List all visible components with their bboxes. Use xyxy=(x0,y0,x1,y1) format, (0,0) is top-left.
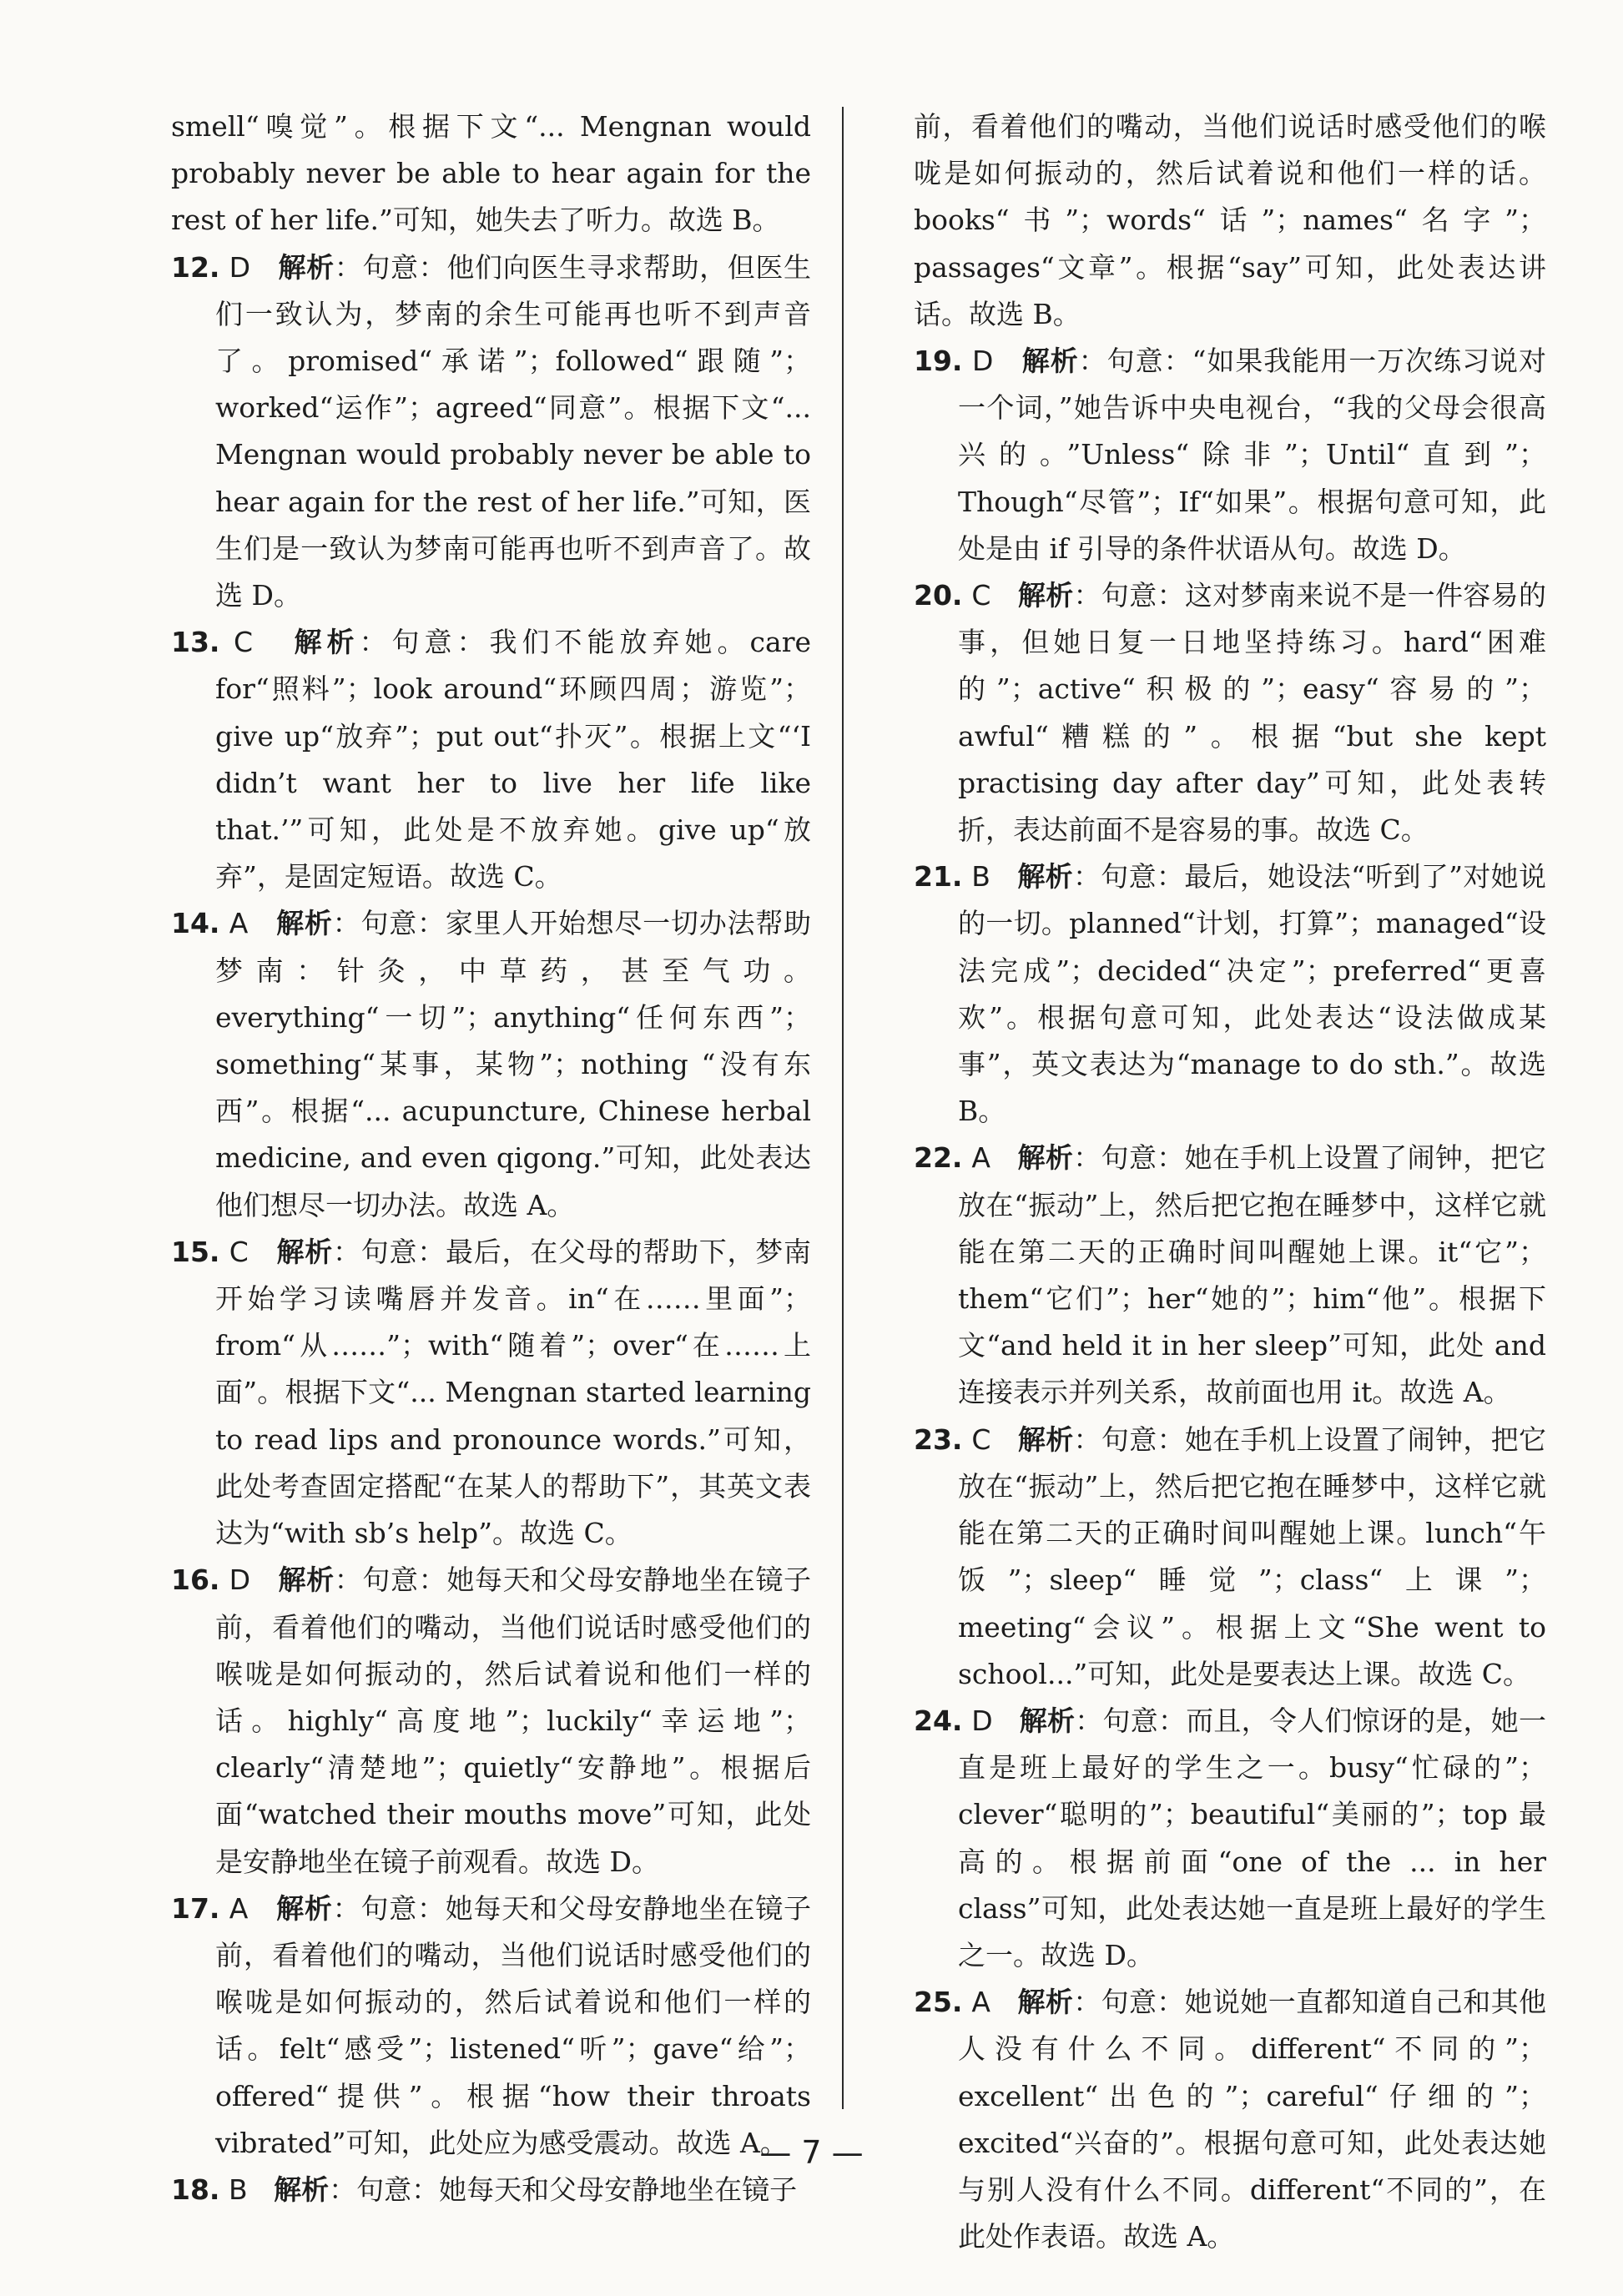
analysis-text: 句意：我们不能放弃她。care for“照料”；look around“环顾四周；游览”；give up“放弃”；put out“扑灭”。根据上文“‘I didn’t want her to live her life like that.’”可知，此处是不放弃她。give up“放弃”，是固定短语。故选 C。 xyxy=(215,626,812,894)
answer-item: 25. A 解析：句意：她说她一直都知道自己和其他人没有什么不同。different“不同的”；excellent“出色的”；careful“仔细的”；excited“兴奋的”。根据句意可知，此处表达她与别人没有什么不同。different“不同的”，在此处作表语。故选 A。 xyxy=(914,1986,1547,2253)
question-number: 19. xyxy=(914,345,963,378)
question-number: 21. xyxy=(914,860,963,894)
continued-text: smell“嗅觉”。根据下文“... Mengnan would probably never be able to hear again for the rest of her life.”可知，她失去了听力。故选 B。 xyxy=(171,110,811,237)
question-number: 20. xyxy=(914,579,963,612)
answer-letter: A xyxy=(971,1986,990,2019)
analysis-text: 句意：她每天和父母安静地坐在镜子前，看着他们的嘴动，当他们说话时感受他们的喉咙是如何振动的，然后试着说和他们一样的话。felt“感受”；listened“听”；gave“给”；offered“提供”。根据“how their throats vibrated”可知，此处应为感受震动。故选 A。 xyxy=(215,1891,812,2159)
analysis-label: 解析 xyxy=(276,907,333,940)
question-number: 13. xyxy=(171,626,220,659)
answer-item: 13. C 解析：句意：我们不能放弃她。care for“照料”；look around“环顾四周；游览”；give up“放弃”；put out“扑灭”。根据上文“‘I didn’t want her to live her life like that.’”可知，此处是不放弃她。give up“放弃”，是固定短语。故选 C。 xyxy=(171,626,812,894)
answer-letter: A xyxy=(971,1141,990,1175)
analysis-text: 句意：她每天和父母安静地坐在镜子 xyxy=(356,2173,798,2206)
answer-letter: D xyxy=(229,250,251,284)
right-items xyxy=(914,338,1546,2260)
question-number: 16. xyxy=(171,1563,220,1597)
question-number: 18. xyxy=(171,2173,220,2206)
answer-letter: C xyxy=(233,626,254,659)
analysis-text: 句意：他们向医生寻求帮助，但医生们一致认为，梦南的余生可能再也听不到声音了。promised“承诺”；followed“跟随”；worked“运作”；agreed“同意”。根据下文“... Mengnan would probably never be able to hear again for the rest of her life.”可知，医生们是一致认为梦南可能再也听不到声音了。故选 D。 xyxy=(215,250,812,612)
column-divider xyxy=(842,107,844,2109)
answer-letter: A xyxy=(229,907,249,940)
answer-letter: B xyxy=(228,2173,248,2206)
analysis-label: 解析 xyxy=(1017,579,1074,612)
answer-letter: D xyxy=(971,345,994,378)
question-number: 15. xyxy=(171,1235,220,1268)
analysis-text: 句意：她说她一直都知道自己和其他人没有什么不同。different“不同的”；excellent“出色的”；careful“仔细的”；excited“兴奋的”。根据句意可知，此处表达她与别人没有什么不同。different“不同的”，在此处作表语。故选 A。 xyxy=(958,1986,1547,2253)
analysis-text: 句意：家里人开始想尽一切办法帮助梦南：针灸，中草药，甚至气功。everything“一切”；anything“任何东西”；something“某事，某物”；nothing “没有东西”。根据“... acupuncture, Chinese herbal medicine, and even qigong.”可知，此处表达他们想尽一切办法。故选 A。 xyxy=(215,907,812,1221)
analysis-label: 解析 xyxy=(278,1563,335,1597)
answer-letter: D xyxy=(229,1563,251,1597)
answer-item: 14. A 解析：句意：家里人开始想尽一切办法帮助梦南：针灸，中草药，甚至气功。everything“一切”；anything“任何东西”；something“某事，某物”；nothing “没有东西”。根据“... acupuncture, Chinese herbal medicine, and even qigong.”可知，此处表达他们想尽一切办法。故选 A。 xyxy=(171,907,812,1221)
answer-item: 18. B 解析：句意：她每天和父母安静地坐在镜子 xyxy=(171,2173,798,2206)
analysis-text: 句意：这对梦南来说不是一件容易的事，但她日复一日地坚持练习。hard“困难的”；active“积极的”；easy“容易的”；awful“糟糕的”。根据“but she kept practising day after day”可知，此处表转折，表达前面不是容易的事。故选 C。 xyxy=(958,579,1547,847)
answer-item: 15. C 解析：句意：最后，在父母的帮助下，梦南开始学习读嘴唇并发音。in“在……里面”；from“从……”；with“随着”；over“在……上面”。根据下文“... Mengnan started learning to read lips and pronounce words.”可知，此处考查固定搭配“在某人的帮助下”，其英文表达为“with sb’s help”。故选 C。 xyxy=(171,1235,811,1550)
analysis-label: 解析 xyxy=(278,250,335,284)
question-number: 23. xyxy=(914,1422,963,1456)
analysis-text: 句意：她在手机上设置了闹钟，把它放在“振动”上，然后把它抱在睡梦中，这样它就能在第二天的正确时间叫醒她上课。it“它”；them“它们”；her“她的”；him“他”。根据下文“and held it in her sleep”可知，此处 and 连接表示并列关系，故前面也用 it。故选 A。 xyxy=(958,1141,1547,1409)
left-column xyxy=(171,103,811,2213)
continued-text: 前，看着他们的嘴动，当他们说话时感受他们的喉咙是如何振动的，然后试着说和他们一样的话。books“书”；words“话”；names“名字”；passages“文章”。根据“say”可知，此处表达讲话。故选 B。 xyxy=(914,110,1546,330)
analysis-text: 句意：她在手机上设置了闹钟，把它放在“振动”上，然后把它抱在睡梦中，这样它就能在第二天的正确时间叫醒她上课。lunch“午饭”；sleep“睡觉”；class“上课”；meeting“会议”。根据上文“She went to school...”可知，此处是要表达上课。故选 C。 xyxy=(958,1422,1547,1690)
question-number: 14. xyxy=(171,907,220,940)
question-number: 17. xyxy=(171,1891,220,1925)
analysis-text: 句意：她每天和父母安静地坐在镜子前，看着他们的嘴动，当他们说话时感受他们的喉咙是如何振动的，然后试着说和他们一样的话。highly“高度地”；luckily“幸运地”；clearly“清楚地”；quietly“安静地”。根据后面“watched their mouths move”可知，此处是安静地坐在镜子前观看。故选 D。 xyxy=(215,1563,812,1878)
question-number: 22. xyxy=(914,1141,963,1175)
analysis-text: 句意：最后，她设法“听到了”对她说的一切。planned“计划，打算”；managed“设法完成”；decided“决定”；preferred“更喜欢”。根据句意可知，此处表达“设法做成某事”，英文表达为“manage to do sth.”。故选 B。 xyxy=(958,860,1546,1128)
answer-letter: A xyxy=(229,1891,249,1925)
answer-item: 17. A 解析：句意：她每天和父母安静地坐在镜子前，看着他们的嘴动，当他们说话时感受他们的喉咙是如何振动的，然后试着说和他们一样的话。felt“感受”；listened“听”；gave“给”；offered“提供”。根据“how their throats vibrated”可知，此处应为感受震动。故选 A。 xyxy=(171,1891,812,2159)
analysis-text: 句意：最后，在父母的帮助下，梦南开始学习读嘴唇并发音。in“在……里面”；from“从……”；with“随着”；over“在……上面”。根据下文“... Mengnan started learning to read lips and pronounce words.”可知，此处考查固定搭配“在某人的帮助下”，其英文表达为“with sb’s help”。故选 C。 xyxy=(215,1235,811,1550)
answer-item: 23. C 解析：句意：她在手机上设置了闹钟，把它放在“振动”上，然后把它抱在睡梦中，这样它就能在第二天的正确时间叫醒她上课。lunch“午饭”；sleep“睡觉”；class“上课”；meeting“会议”。根据上文“She went to school...”可知，此处是要表达上课。故选 C。 xyxy=(914,1422,1547,1690)
question-number: 12. xyxy=(171,250,220,284)
answer-item: 16. D 解析：句意：她每天和父母安静地坐在镜子前，看着他们的嘴动，当他们说话时感受他们的喉咙是如何振动的，然后试着说和他们一样的话。highly“高度地”；luckily“幸运地”；clearly“清楚地”；quietly“安静地”。根据后面“watched their mouths move”可知，此处是安静地坐在镜子前观看。故选 D。 xyxy=(171,1563,812,1878)
right-column xyxy=(914,103,1546,2260)
answer-item: 20. C 解析：句意：这对梦南来说不是一件容易的事，但她日复一日地坚持练习。hard“困难的”；active“积极的”；easy“容易的”；awful“糟糕的”。根据“but she kept practising day after day”可知，此处表转折，表达前面不是容易的事。故选 C。 xyxy=(914,579,1547,847)
analysis-label: 解析 xyxy=(1017,860,1073,894)
answer-letter: C xyxy=(971,1422,991,1456)
analysis-label: 解析 xyxy=(1017,1986,1074,2019)
page-number: — 7 — xyxy=(759,2134,864,2171)
answer-item: 12. D 解析：句意：他们向医生寻求帮助，但医生们一致认为，梦南的余生可能再也听不到声音了。promised“承诺”；followed“跟随”；worked“运作”；agreed“同意”。根据下文“... Mengnan would probably never be able to hear again for the rest of her life.”可知，医生们是一致认为梦南可能再也听不到声音了。故选 D。 xyxy=(171,250,812,612)
answer-letter: C xyxy=(971,579,991,612)
analysis-text: 句意：“如果我能用一万次练习说对一个词，”她告诉中央电视台，“我的父母会很高兴的。”Unless“除非”；Until“直到”；Though“尽管”；If“如果”。根据句意可知，此处是由 if 引导的条件状语从句。故选 D。 xyxy=(958,345,1546,565)
analysis-text: 句意：而且，令人们惊讶的是，她一直是班上最好的学生之一。busy“忙碌的”；clever“聪明的”；beautiful“美丽的”；top 最高的。根据前面“one of the ... in her class”可知，此处表达她一直是班上最好的学生之一。故选 D。 xyxy=(958,1704,1546,1971)
analysis-label: 解析 xyxy=(276,1891,333,1925)
analysis-label: 解析 xyxy=(276,1235,333,1268)
question-number: 24. xyxy=(914,1704,963,1737)
analysis-label: 解析 xyxy=(1017,1141,1074,1175)
answer-item: 24. D 解析：句意：而且，令人们惊讶的是，她一直是班上最好的学生之一。busy“忙碌的”；clever“聪明的”；beautiful“美丽的”；top 最高的。根据前面“one of the ... in her class”可知，此处表达她一直是班上最好的学生之一。故选 D。 xyxy=(914,1704,1546,1971)
answer-letter: C xyxy=(229,1235,249,1268)
left-items xyxy=(171,244,811,2214)
analysis-label: 解析 xyxy=(1017,1422,1074,1456)
answer-item: 19. D 解析：句意：“如果我能用一万次练习说对一个词，”她告诉中央电视台，“我的父母会很高兴的。”Unless“除非”；Until“直到”；Though“尽管”；If“如果”。根据句意可知，此处是由 if 引导的条件状语从句。故选 D。 xyxy=(914,345,1546,565)
answer-item: 22. A 解析：句意：她在手机上设置了闹钟，把它放在“振动”上，然后把它抱在睡梦中，这样它就能在第二天的正确时间叫醒她上课。it“它”；them“它们”；her“她的”；him“他”。根据下文“and held it in her sleep”可知，此处 and 连接表示并列关系，故前面也用 it。故选 A。 xyxy=(914,1141,1547,1409)
analysis-label: 解析 xyxy=(1021,345,1079,378)
analysis-label: 解析 xyxy=(1019,1704,1076,1737)
analysis-label: 解析 xyxy=(274,2173,330,2206)
analysis-label: 解析 xyxy=(294,626,360,659)
answer-item: 21. B 解析：句意：最后，她设法“听到了”对她说的一切。planned“计划，打算”；managed“设法完成”；decided“决定”；preferred“更喜欢”。根据句意可知，此处表达“设法做成某事”，英文表达为“manage to do sth.”。故选 B。 xyxy=(914,860,1546,1128)
question-number: 25. xyxy=(914,1986,963,2019)
answer-letter: B xyxy=(971,860,990,894)
answer-letter: D xyxy=(971,1704,993,1737)
